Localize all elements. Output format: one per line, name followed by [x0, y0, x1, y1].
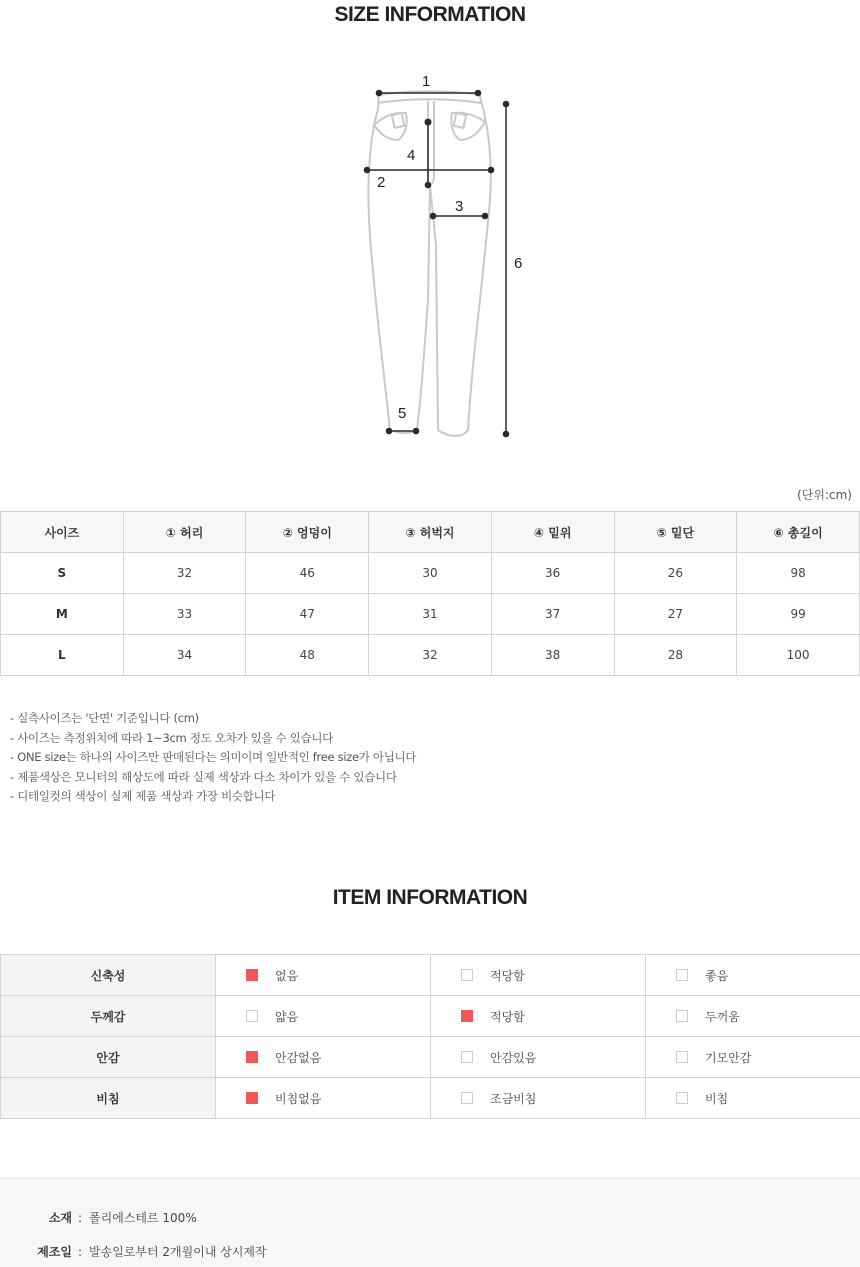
checkbox-icon [246, 1051, 258, 1063]
cell-value: 34 [123, 635, 246, 676]
item-row-sheerness [1, 1078, 860, 1119]
pants-outline-icon [368, 91, 490, 436]
colon: : [78, 1245, 83, 1259]
note-item: - 제품색상은 모니터의 해상도에 따라 실제 색상과 다소 차이가 있을 수 있습니다 [10, 769, 397, 784]
item-label: 두께감 [1, 996, 216, 1037]
size-table [0, 511, 860, 676]
item-row-lining [1, 1037, 860, 1078]
cell-value: 30 [369, 553, 492, 594]
colon: : [78, 1211, 83, 1225]
table-row [1, 635, 860, 676]
cell-value: 46 [246, 553, 369, 594]
option-text: 비침없음 [275, 1091, 322, 1106]
checkbox-icon [676, 1092, 688, 1104]
item-option [646, 1078, 860, 1119]
checkbox-icon [461, 969, 473, 981]
item-information-title: ITEM INFORMATION [332, 886, 528, 909]
item-option [216, 1037, 431, 1078]
checkbox-icon [461, 1092, 473, 1104]
item-option [431, 1037, 646, 1078]
option-text: 비침 [705, 1091, 729, 1106]
item-label: 안감 [1, 1037, 216, 1078]
manufacture-value: 발송일로부터 2개월이내 상시제작 [89, 1245, 267, 1259]
option-text: 적당함 [490, 1009, 525, 1024]
cell-value: 27 [614, 594, 737, 635]
unit-label: (단위:cm) [797, 488, 852, 502]
item-option [216, 1078, 431, 1119]
checkbox-icon [676, 1051, 688, 1063]
checkbox-icon [676, 1010, 688, 1022]
cell-value: 33 [123, 594, 246, 635]
item-option [646, 1037, 860, 1078]
label-5: 5 [398, 405, 407, 422]
item-option [431, 1078, 646, 1119]
cell-value: 47 [246, 594, 369, 635]
header-hip: ② 엉덩이 [246, 512, 369, 553]
option-text: 좋음 [705, 968, 729, 983]
row-size: L [1, 635, 124, 676]
row-size: M [1, 594, 124, 635]
item-option [646, 996, 860, 1037]
item-option [216, 996, 431, 1037]
cell-value: 48 [246, 635, 369, 676]
cell-value: 99 [737, 594, 860, 635]
note-item: - 사이즈는 측정위치에 따라 1~3cm 정도 오차가 있을 수 있습니다 [10, 730, 333, 745]
option-text: 안감있음 [490, 1050, 537, 1065]
checkbox-icon [246, 1092, 258, 1104]
header-hem: ⑤ 밑단 [614, 512, 737, 553]
label-2: 2 [377, 174, 386, 191]
material-label: 소재 [48, 1211, 72, 1225]
table-row [1, 594, 860, 635]
cell-value: 32 [369, 635, 492, 676]
header-length: ⑥ 총길이 [737, 512, 860, 553]
cell-value: 28 [614, 635, 737, 676]
checkbox-icon [676, 969, 688, 981]
cell-value: 31 [369, 594, 492, 635]
cell-value: 32 [123, 553, 246, 594]
label-6: 6 [514, 255, 523, 272]
label-3: 3 [455, 198, 464, 215]
note-item: - 디테일컷의 색상이 실제 제품 색상과 가장 비슷합니다 [10, 789, 276, 803]
checkbox-icon [246, 1010, 258, 1022]
item-row-thickness [1, 996, 860, 1037]
option-text: 얇음 [275, 1009, 299, 1024]
row-size: S [1, 553, 124, 594]
note-item: - ONE size는 하나의 사이즈만 판매된다는 의미이며 일반적인 free size가 아닙니다 [10, 750, 417, 764]
option-text: 없음 [275, 968, 299, 983]
table-row [1, 553, 860, 594]
item-row-stretch [1, 955, 860, 996]
pants-measurement-diagram [0, 0, 860, 470]
item-option [646, 955, 860, 996]
cell-value: 100 [737, 635, 860, 676]
header-waist: ① 허리 [123, 512, 246, 553]
header-size: 사이즈 [1, 512, 124, 553]
cell-value: 26 [614, 553, 737, 594]
material-value: 폴리에스테르 100% [89, 1211, 197, 1225]
checkbox-icon [461, 1051, 473, 1063]
product-details-footer [0, 1178, 860, 1267]
option-text: 두꺼움 [705, 1009, 740, 1024]
note-item: - 실측사이즈는 '단면' 기준입니다 (cm) [10, 711, 199, 725]
item-option [431, 996, 646, 1037]
table-header-row [1, 512, 860, 553]
option-text: 적당함 [490, 968, 525, 983]
option-text: 안감없음 [275, 1050, 322, 1065]
checkbox-icon [461, 1010, 473, 1022]
size-information-title: SIZE INFORMATION [334, 3, 526, 26]
option-text: 기모안감 [705, 1050, 752, 1065]
label-4: 4 [407, 147, 416, 164]
item-option [216, 955, 431, 996]
item-option [431, 955, 646, 996]
manufacture-row [0, 1243, 267, 1260]
cell-value: 98 [737, 553, 860, 594]
item-table [0, 954, 860, 1119]
option-text: 조금비침 [490, 1091, 537, 1106]
item-label: 신축성 [1, 955, 216, 996]
cell-value: 37 [491, 594, 614, 635]
item-label: 비침 [1, 1078, 216, 1119]
size-notes [10, 709, 416, 807]
header-thigh: ③ 허벅지 [369, 512, 492, 553]
cell-value: 38 [491, 635, 614, 676]
checkbox-icon [246, 969, 258, 981]
label-1: 1 [422, 73, 431, 90]
material-row [0, 1209, 197, 1226]
header-rise: ④ 밑위 [491, 512, 614, 553]
manufacture-label: 제조일 [37, 1245, 72, 1259]
cell-value: 36 [491, 553, 614, 594]
